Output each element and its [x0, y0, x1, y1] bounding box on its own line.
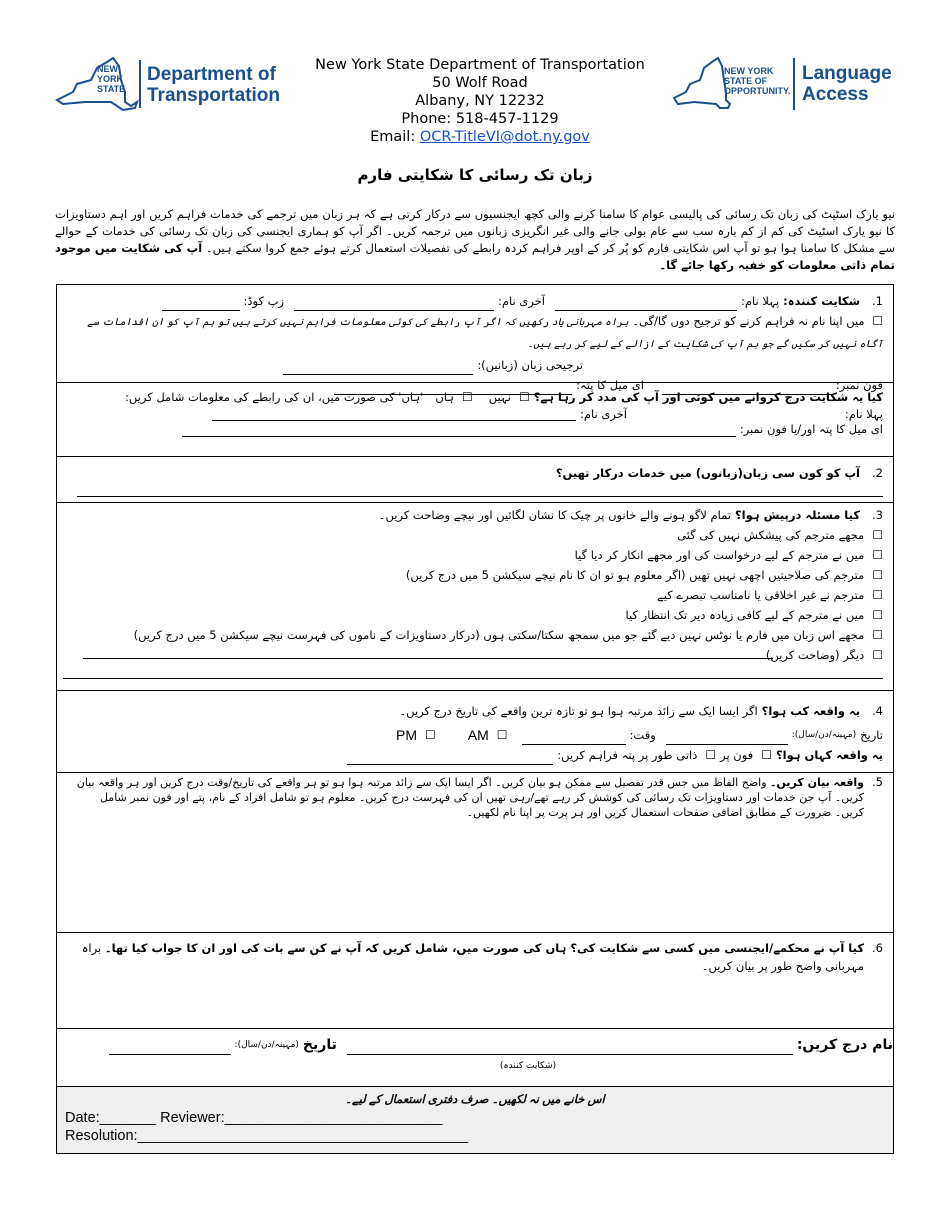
in-person-label: ذاتی طور پر پتہ فراہم کریں:: [557, 748, 698, 762]
s6-number: 6.: [872, 941, 883, 955]
sign-date-field[interactable]: [109, 1041, 231, 1055]
no-checkbox[interactable]: ☐: [518, 390, 530, 404]
ny-state-wordmark: NEW YORK STATE: [97, 64, 126, 94]
where-question: یہ واقعہ کہاں ہوا؟: [775, 748, 883, 762]
helper-contact-row: [67, 421, 883, 437]
office-date: Date:_______: [65, 1110, 157, 1126]
s4-question-row: [67, 701, 883, 721]
s2-row: [67, 463, 883, 483]
address-city: Albany, NY 12232: [415, 93, 545, 109]
issue-option: [67, 625, 883, 645]
section-complainant: [57, 285, 893, 392]
section-when: [57, 691, 893, 773]
s6-text: [74, 939, 864, 975]
helper-contact-field[interactable]: [182, 423, 736, 437]
am-label: AM: [467, 727, 489, 743]
intro-confidential: آپ کی شکایت میں موجود تمام ذاتی معلومات کو خفیہ رکھا جائے گا۔: [55, 241, 895, 272]
intro-paragraph: [55, 206, 895, 274]
in-person-checkbox[interactable]: ☐: [705, 748, 717, 762]
s1-anon-row: [67, 311, 883, 355]
office-use-header: اس خانے میں نہ لکھیں۔ صرف دفتری استعمال کے لیے۔: [345, 1094, 605, 1106]
first-name-label: پہلا نام:: [740, 294, 780, 308]
issue-option-label: مجھے اس زبان میں فارم یا نوٹس نہیں دیے گئے جو میں سمجھ سکتا/سکتی ہوں (درکار دستاویزات کے ناموں کی فہرست نیچے سیکشن 5 میں درج کریں): [133, 628, 865, 642]
s1-lang-row: [67, 355, 883, 375]
helper-first-label: پہلا نام:: [844, 407, 883, 421]
s6-row: [67, 939, 883, 975]
helper-question: کیا یہ شکایت درج کروانے میں کوئی اور آپ کی مدد کر رہا ہے؟: [533, 390, 883, 404]
section-languages: [57, 457, 893, 503]
last-name-field[interactable]: [294, 297, 494, 311]
anonymous-checkbox[interactable]: ☐: [872, 314, 883, 328]
s1-number: 1.: [872, 294, 883, 308]
address-field[interactable]: [347, 751, 553, 765]
s4-datetime-row: [67, 725, 883, 745]
other-explain-field[interactable]: [83, 645, 773, 659]
page-header: [0, 50, 950, 150]
am-checkbox[interactable]: ☐: [496, 728, 508, 742]
s5-number: 5.: [872, 775, 883, 789]
address-org: New York State Department of Transportation: [315, 57, 645, 73]
issue-option-checkbox[interactable]: ☐: [872, 588, 883, 602]
phone-label: فون نمبر:: [835, 378, 883, 392]
helper-question-row: [67, 387, 883, 407]
section-describe: [57, 773, 893, 933]
s5-instruction: واضح الفاظ میں جس قدر تفصیل سے ممکن ہو بیان کریں۔ اگر ایسا ایک سے زائد مرتبہ ہوا ہو تو ہر واقعے کی تاریخ/وقت درج کریں اور ہر واقعہ بیان کریں۔ آپ جن خدمات اور دستاویزات تک رسائی کی کوشش کر رہے تھے/رہی تھیں ان کی فہرست درج کریں۔ معلوم ہو تو شامل افراد کے نام، پتے اور فون نمبر شامل کریں۔ ضرورت کے مطابق اضافی صفحات استعمال کریں اور ہر پرت پر اپنا نام لکھیں۔: [76, 776, 865, 819]
office-date-row: [65, 1109, 885, 1127]
issue-option: [67, 545, 883, 565]
s4-question: یہ واقعہ کب ہوا؟: [761, 704, 861, 718]
date-label: تاریخ: [860, 728, 883, 742]
anonymous-text: میں اپنا نام نہ فراہم کرنے کو ترجیح دوں گا/گی۔: [632, 314, 865, 328]
s6-label: کیا آپ نے محکمے/ایجنسی میں کسی سے شکایت کی؟ ہاں کی صورت میں، شامل کریں کہ آپ نے کن سے بات کی اور ان کا جواب کیا تھا۔: [104, 941, 865, 955]
phone-checkbox[interactable]: ☐: [761, 748, 772, 762]
agency-name: [147, 64, 280, 106]
nysdot-logo: [55, 56, 285, 112]
email-link[interactable]: OCR-TitleVI@dot.ny.gov: [419, 129, 590, 145]
issue-option: [67, 565, 883, 585]
s3-question: کیا مسئلہ درپیش ہوا؟: [735, 508, 861, 522]
section-prior-complaint: [57, 933, 893, 1029]
s4-where-row: [67, 745, 883, 765]
office-use-box: [57, 1087, 893, 1153]
anonymous-note: براہ مہربانی یاد رکھیں کہ اگر آپ رابطے کی کوئی معلومات فراہم نہیں کرتے ہیں تو ہم آپ کو ان اقدامات سے آگاہ نہیں کر سکیں گے جو ہم آپ کی شکایت کے ازالے کے لیے کر رہے ہیں۔: [87, 317, 883, 350]
zip-label: زپ کوڈ:: [243, 294, 284, 308]
yes-note: 'ہاں' کی صورت میں، ان کی رابطے کی معلومات شامل کریں:: [125, 390, 424, 404]
la-line2: Access: [802, 84, 869, 105]
last-name-label: آخری نام:: [497, 294, 545, 308]
date-field[interactable]: [666, 731, 788, 745]
s3-options-list: [67, 525, 883, 665]
s1-label: شکایت کنندہ:: [783, 294, 861, 308]
issue-option-label: مترجم کی صلاحیتیں اچھی نہیں تھیں (اگر معلوم ہو تو ان کا نام نیچے سیکشن 5 میں درج کریں): [405, 568, 865, 582]
zip-field[interactable]: [162, 297, 240, 311]
complaint-form: [56, 284, 894, 1154]
section-issue: [57, 503, 893, 691]
section-signature: [57, 1029, 893, 1087]
yes-label: ہاں: [435, 390, 454, 404]
helper-last-label: آخری نام:: [579, 407, 627, 421]
pref-language-field[interactable]: [283, 361, 473, 375]
pm-checkbox[interactable]: ☐: [425, 728, 436, 742]
la-line1: Language: [802, 63, 892, 84]
ny-opportunity-wordmark: NEW YORK STATE OF OPPORTUNITY.: [724, 66, 791, 96]
language-access-wordmark: [802, 63, 892, 105]
sign-name-label: نام درج کریں:: [796, 1037, 893, 1053]
section-helper: [57, 383, 893, 457]
sign-name-field[interactable]: [347, 1041, 793, 1055]
s6-instruction: براہ مہربانی واضح طور پر بیان کریں۔: [81, 941, 865, 973]
issue-option-label: مترجم نے غیر اخلاقی یا نامناسب تبصرے کیے: [657, 588, 865, 602]
s5-label: واقعہ بیان کریں۔: [770, 776, 865, 789]
agency-line2: Transportation: [147, 85, 281, 106]
email-label: Email:: [370, 129, 420, 145]
issue-option-checkbox[interactable]: ☐: [872, 608, 883, 622]
date-format: (مہینہ/دن/سال):: [791, 730, 857, 740]
s2-number: 2.: [872, 466, 883, 480]
s5-row: [67, 775, 883, 820]
office-resolution: Resolution:_________________________________________: [65, 1128, 469, 1144]
ny-opportunity-map-icon: [672, 56, 732, 112]
s3-number: 3.: [872, 508, 883, 522]
issue-option-checkbox[interactable]: ☐: [872, 568, 883, 582]
s3-other-line: [67, 645, 773, 659]
s3-question-row: [67, 505, 883, 525]
s4-instruction: اگر ایسا ایک سے زائد مرتبہ ہوا ہو تو تازہ ترین واقعے کی تاریخ درج کریں۔: [399, 704, 758, 718]
helper-first-field[interactable]: [212, 407, 576, 421]
issue-option-checkbox[interactable]: ☐: [872, 548, 883, 562]
sign-row: [63, 1035, 893, 1055]
no-label: نہیں: [488, 390, 511, 404]
issue-option-checkbox[interactable]: ☐: [872, 528, 883, 542]
s5-text: [74, 775, 864, 820]
issue-option-checkbox[interactable]: ☐: [872, 648, 883, 662]
issue-option-label: دیگر (وضاحت کریں): [765, 648, 865, 662]
intro-text: نیو یارک اسٹیٹ کی زبان تک رسائی کی پالیسی عوام کا سامنا کرنے والی کچھ ایجنسیوں سے درکار کرتی ہے کہ ہر زبان میں ترجمے کی خدمات فراہم کریں اور اہم دستاویزات کا نیو یارک اسٹیٹ کی کم از کم بارہ سب سے عام بولی جانے والی غیر انگریزی زبانوں میں ترجمہ کریں۔ اگر آپ کو ہماری ایجنسی کی زبان تک رسائی کی خدمات کے حوالے سے مشکل کا سامنا ہوا ہو تو آپ اس شکایتی فارم کو پُر کر کے اوپر فراہم کردہ رابطے کی تفصیلات استعمال کرتے ہوئے جمع کروا سکتے ہیں۔: [55, 207, 895, 255]
issue-option-label: مجھے مترجم کی پیشکش نہیں کی گئی: [677, 528, 865, 542]
yes-checkbox[interactable]: ☐: [462, 390, 473, 404]
sign-date-label: تاریخ: [302, 1037, 337, 1053]
office-reviewer: Reviewer:___________________________: [160, 1110, 443, 1126]
pm-label: PM: [396, 727, 417, 743]
language-access-logo: [672, 56, 902, 112]
contact-address: [290, 56, 670, 146]
first-name-field[interactable]: [555, 297, 737, 311]
issue-option-checkbox[interactable]: ☐: [872, 628, 883, 642]
email-label-s1: ای میل کا پتہ:: [576, 378, 644, 392]
issue-option: [67, 605, 883, 625]
s1-name-row: [67, 291, 883, 311]
issue-option-label: میں نے مترجم کے لیے درخواست کی اور مجھے انکار کر دیا گیا: [574, 548, 865, 562]
complainant-caption: (شکایت کنندہ): [499, 1061, 557, 1071]
address-street: 50 Wolf Road: [432, 75, 528, 91]
time-label: وقت:: [629, 728, 656, 742]
s3-instruction: تمام لاگو ہونے والے خانوں پر چیک کا نشان لگائیں اور نیچے وضاحت کریں۔: [378, 508, 731, 522]
s4-number: 4.: [872, 704, 883, 718]
issue-option-label: میں نے مترجم کے لیے کافی زیادہ دیر تک انتظار کیا: [625, 608, 865, 622]
pref-language-label: ترجیحی زبان (زبانیں):: [477, 358, 583, 372]
s2-question: آپ کو کون سی زبان(زبانوں) میں خدمات درکار تھیں؟: [555, 466, 861, 480]
phone-option: فون پر: [720, 748, 754, 762]
address-phone: Phone: 518-457-1129: [401, 111, 559, 127]
issue-option: [67, 525, 883, 545]
time-field[interactable]: [522, 731, 626, 745]
helper-contact-label: ای میل کا پتہ اور/یا فون نمبر:: [739, 422, 883, 436]
sign-date-format: (مہینہ/دن/سال):: [234, 1040, 299, 1050]
s2-answer-field[interactable]: [77, 483, 883, 497]
issue-option: [67, 585, 883, 605]
agency-line1: Department of: [147, 64, 276, 85]
helper-names-row: [67, 407, 825, 421]
form-title: زبان تک رسائی کا شکایتی فارم: [357, 166, 593, 184]
s3-extra-line[interactable]: [63, 665, 883, 679]
